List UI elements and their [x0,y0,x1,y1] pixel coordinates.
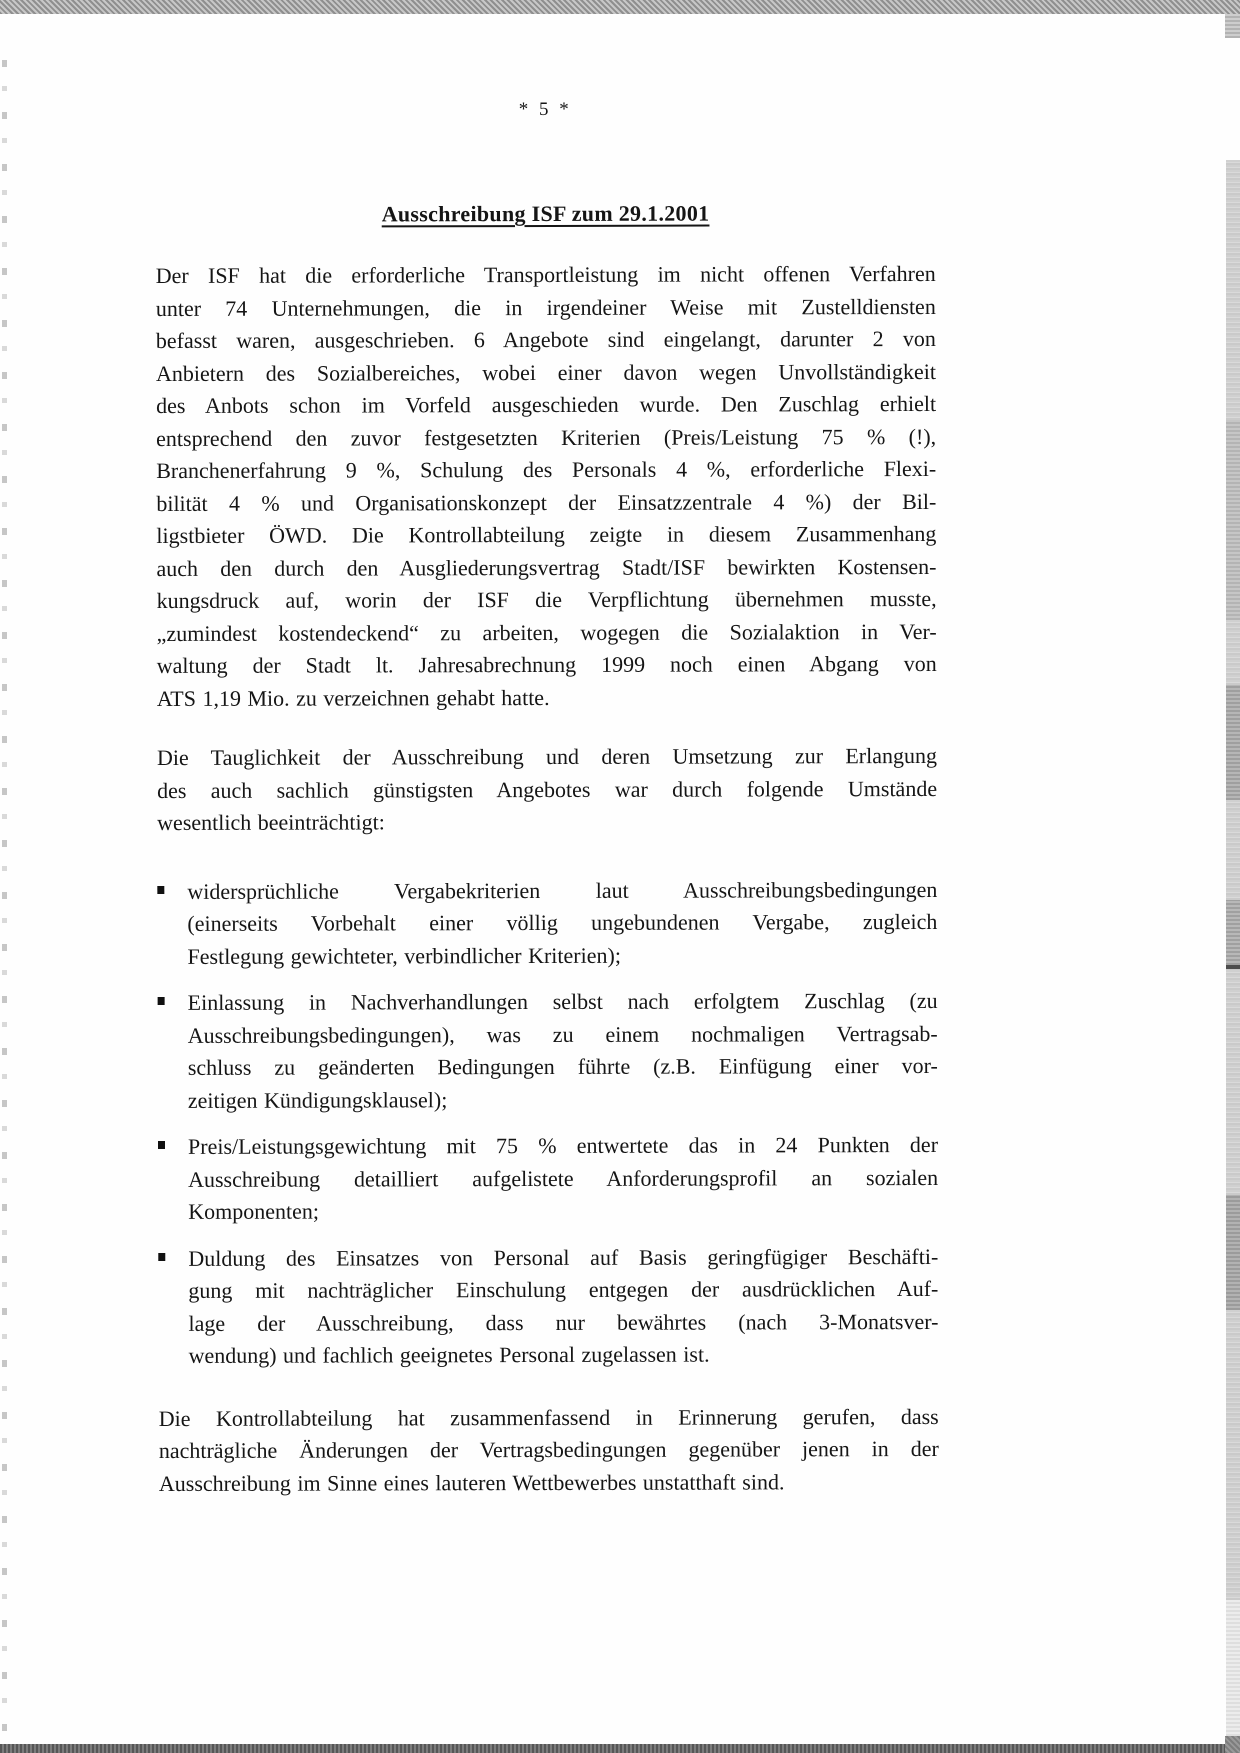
text-line: Einlassung in Nachverhandlungen selbst nach erfolgtem Zuschlag (zu [187,987,938,1015]
text-line: Ausschreibung im Sinne eines lauteren Wettbewerbes unstatthaft sind. [158,1468,785,1496]
text-line: lage der Ausschreibung, dass nur bewährtes (nach 3-Monatsver- [188,1308,939,1336]
scan-artifact-right-segment [1226,685,1240,800]
text-line: wendung) und fachlich geeignetes Personal zugelassen ist. [188,1341,710,1368]
text-line: Preis/Leistungsgewichtung mit 75 % entwertete das in 24 Punkten der [187,1131,939,1159]
text-line: Branchenerfahrung 9 %, Schulung des Personals 4 %, erforderliche Flexi- [156,455,937,483]
bullet-item [158,1129,938,1229]
text-line: gung mit nachträglicher Einschulung entgegen der ausdrücklichen Auf- [188,1275,939,1303]
bullet-square-icon [157,875,187,973]
text-line: Duldung des Einsatzes von Personal auf Basis geringfügiger Beschäfti- [188,1243,939,1271]
scan-artifact-bottom-band [0,1744,1240,1753]
text-line: Der ISF hat die erforderliche Transportleistung im nicht offenen Verfahren [155,260,936,288]
scan-artifact-right-segment [1226,900,1240,969]
page-title: Ausschreibung ISF zum 29.1.2001 [381,200,710,227]
text-line: Ausschreibung detailliert aufgelistete Anforderungsprofil an sozialen [188,1164,939,1192]
bullet-item [158,1240,938,1372]
text-line: kungsdruck auf, worin der ISF die Verpflichtung übernehmen musste, [156,585,937,613]
bullet-list [157,873,938,1372]
text-line: auch den durch den Ausgliederungsvertrag Stadt/ISF bewirkten Kostensen- [156,553,937,581]
scan-artifact-left-dashes [2,60,7,1748]
scan-artifact-right-segment [1226,1195,1240,1310]
bullet-item [157,873,937,973]
text-line: Anbietern des Sozialbereiches, wobei einer davon wegen Unvollständigkeit [155,358,937,386]
bullet-text [188,985,938,1117]
text-line: Die Kontrollabteilung hat zusammenfassend in Erinnerung gerufen, dass [158,1403,939,1431]
bullet-square-icon [158,987,188,1117]
bullet-text [188,1129,938,1228]
text-line: (einerseits Vorbehalt einer völlig ungebundenen Vergabe, zugleich [187,908,938,936]
text-line: waltung der Stadt lt. Jahresabrechnung 1999 noch einen Abgang von [156,650,937,678]
scan-artifact-top-right-block [1225,14,1240,38]
text-line: nachträgliche Änderungen der Vertragsbedingungen gegenüber jenen in der [158,1435,939,1463]
text-line: Die Tauglichkeit der Ausschreibung und deren Umsetzung zur Erlangung [156,742,938,770]
text-line: Festlegung gewichteter, verbindlicher Kriterien); [187,942,621,969]
text-line: unter 74 Unternehmungen, die in irgendeiner Weise mit Zustelldiensten [155,293,936,321]
scan-artifact-right-segment [1226,420,1240,620]
bullet-text [188,1240,938,1372]
bullet-square-icon [158,1131,188,1229]
scan-artifact-right-strip [1226,160,1240,1600]
text-line: des Anbots schon im Vorfeld ausgeschieden wurde. Den Zuschlag erhielt [156,390,937,418]
page-number: * 5 * [518,98,572,121]
bullet-square-icon [158,1242,188,1372]
text-line: entsprechend den zuvor festgesetzten Kriterien (Preis/Leistung 75 % (!), [156,423,937,451]
text-line: ligstbieter ÖWD. Die Kontrollabteilung zeigte in diesem Zusammenhang [156,520,937,548]
bullet-item [158,985,938,1117]
paragraph-procurement [156,258,937,715]
document-content [155,0,939,1500]
text-line: bilität 4 % und Organisationskonzept der Einsatzzentrale 4 %) der Bil- [156,488,937,516]
text-line: des auch sachlich günstigsten Angebotes war durch folgende Umstände [157,775,938,803]
text-line: ATS 1,19 Mio. zu verzeichnen gehabt hatte. [156,684,550,711]
text-line: Komponenten; [188,1198,319,1224]
text-line: schluss zu geänderten Bedingungen führte (z.B. Einfügung einer vor- [187,1052,938,1080]
text-line: „zumindest kostendeckend“ zu arbeiten, wogegen die Sozialaktion in Ver- [156,618,937,646]
scan-artifact-bottom-right-block [1225,1736,1240,1753]
text-line: befasst waren, ausgeschrieben. 6 Angebote sind eingelangt, darunter 2 von [155,325,936,353]
text-line: Ausschreibungsbedingungen), was zu einem nochmaligen Vertragsab- [187,1020,938,1048]
text-line: zeitigen Kündigungsklausel); [187,1086,448,1113]
scan-artifact-right-segment [1226,1600,1240,1740]
bullet-text [187,873,937,972]
paragraph-closing [159,1400,939,1500]
paragraph-suitability [157,740,937,840]
text-line: wesentlich beeinträchtigt: [157,809,385,835]
text-line: widersprüchliche Vergabekriterien laut Ausschreibungsbedingungen [187,876,938,904]
